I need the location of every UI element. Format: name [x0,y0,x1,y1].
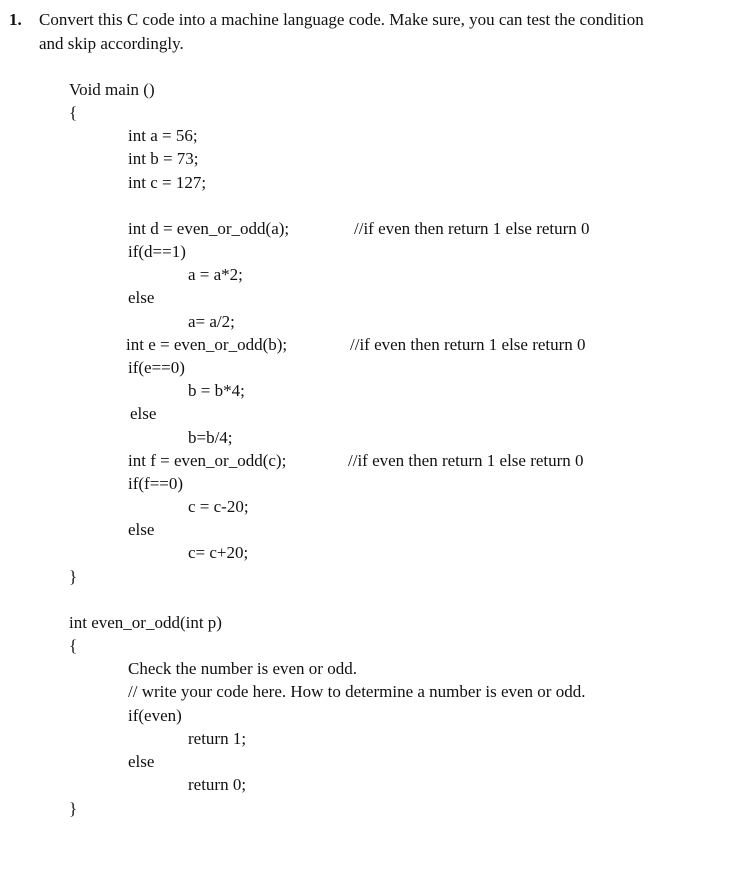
question-number: 1. [9,10,22,29]
func-check: Check the number is even or odd. [128,659,357,678]
else-3: else [128,520,155,539]
f-statement: int f = even_or_odd(c); [128,451,287,470]
func-return-0: return 0; [188,775,247,794]
e-comment: //if even then return 1 else return 0 [350,335,586,354]
d-statement: int d = even_or_odd(a); [128,219,290,238]
decl-c: int c = 127; [128,173,207,192]
func-close-brace: } [69,799,78,818]
if-f: if(f==0) [128,474,184,493]
a-mul: a = a*2; [188,265,243,284]
func-comment: // write your code here. How to determine a number is even or odd. [128,682,586,701]
e-statement: int e = even_or_odd(b); [126,335,288,354]
question-line-2: and skip accordingly. [39,34,184,53]
else-2: else [130,404,157,423]
d-comment: //if even then return 1 else return 0 [354,219,590,238]
func-return-1: return 1; [188,729,247,748]
c-add: c= c+20; [188,543,249,562]
main-close-brace: } [69,567,78,586]
b-mul: b = b*4; [188,381,245,400]
c-sub: c = c-20; [188,497,249,516]
if-d: if(d==1) [128,242,186,261]
if-e: if(e==0) [128,358,185,377]
decl-a: int a = 56; [128,126,198,145]
f-comment: //if even then return 1 else return 0 [348,451,584,470]
func-else: else [128,752,155,771]
func-if-even: if(even) [128,706,182,725]
b-div: b=b/4; [188,428,233,447]
a-div: a= a/2; [188,312,235,331]
main-open-brace: { [69,103,78,122]
decl-b: int b = 73; [128,149,199,168]
else-1: else [128,288,155,307]
main-header: Void main () [69,80,155,99]
func-open-brace: { [69,636,78,655]
question-line-1: Convert this C code into a machine language code. Make sure, you can test the condition [39,10,644,29]
func-header: int even_or_odd(int p) [69,613,222,632]
